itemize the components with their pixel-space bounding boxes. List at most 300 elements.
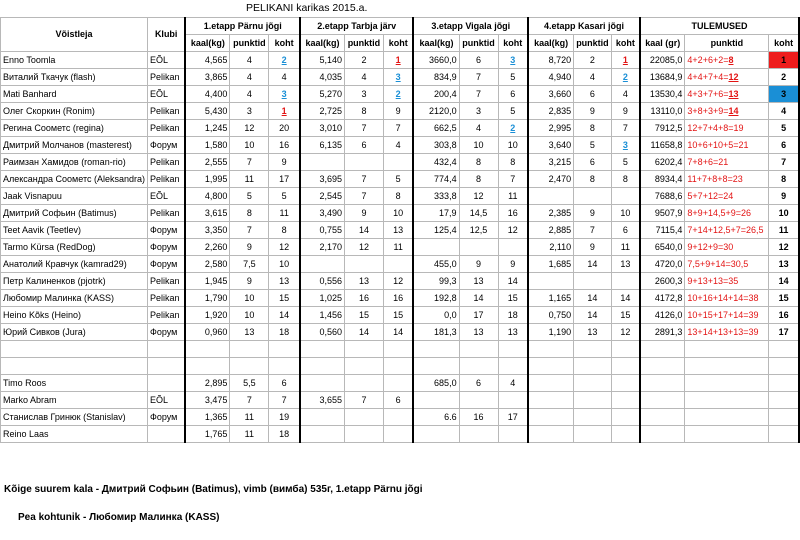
stage-koht-cell: 13 xyxy=(269,273,300,290)
stage-koht-cell: 8 xyxy=(611,171,640,188)
total-kaal-cell: 9507,9 xyxy=(640,205,685,222)
stage-koht-cell: 9 xyxy=(383,103,413,120)
total-kaal-cell: 4172,8 xyxy=(640,290,685,307)
empty-cell xyxy=(147,358,185,375)
stage-kaal-cell: 0,560 xyxy=(300,324,344,341)
results-body xyxy=(1,18,800,443)
empty-cell xyxy=(611,426,640,443)
stage-punktid-cell: 10 xyxy=(459,137,498,154)
stage-koht-cell: 17 xyxy=(269,171,300,188)
stage-koht-cell: 12 xyxy=(611,324,640,341)
stage-koht-cell: 5 xyxy=(498,69,528,86)
stage-punktid-cell: 15 xyxy=(344,307,383,324)
club-cell: Pelikan xyxy=(147,273,185,290)
empty-cell xyxy=(269,341,300,358)
empty-cell xyxy=(611,375,640,392)
stage-koht-cell: 13 xyxy=(611,256,640,273)
club-cell: Pelikan xyxy=(147,307,185,324)
header-voistleja: Võistleja xyxy=(1,18,148,52)
total-kaal-cell: 13684,9 xyxy=(640,69,685,86)
empty-cell xyxy=(528,341,574,358)
header-kaal: kaal(kg) xyxy=(185,35,229,52)
empty-cell xyxy=(344,341,383,358)
club-cell: EÕL xyxy=(147,392,185,409)
total-punktid-cell xyxy=(685,52,769,69)
stage-koht-cell: 12 xyxy=(269,239,300,256)
stage-punktid-cell: 7 xyxy=(459,69,498,86)
stage-koht-cell-value: 2 xyxy=(281,54,287,65)
stage-koht-cell: 10 xyxy=(498,137,528,154)
stage-punktid-cell: 4 xyxy=(230,52,269,69)
stage-kaal-cell: 3,695 xyxy=(300,171,344,188)
club-cell: Pelikan xyxy=(147,69,185,86)
stage-kaal-cell: 1,685 xyxy=(528,256,574,273)
stage-kaal-cell: 1,456 xyxy=(300,307,344,324)
stage-punktid-cell: 8 xyxy=(574,120,612,137)
header-stage1: 1.etapp Pärnu jõgi xyxy=(185,18,300,35)
stage-punktid-cell: 14 xyxy=(574,307,612,324)
stage-kaal-cell: 3,010 xyxy=(300,120,344,137)
empty-cell xyxy=(685,392,769,409)
stage-koht-cell: 11 xyxy=(498,188,528,205)
stage-punktid-cell: 3 xyxy=(344,86,383,103)
stage-kaal-cell: 2,170 xyxy=(300,239,344,256)
stage-kaal-cell xyxy=(528,273,574,290)
empty-cell xyxy=(383,358,413,375)
stage-kaal-cell: 1,025 xyxy=(300,290,344,307)
stage-kaal-cell: 3,615 xyxy=(185,205,229,222)
empty-cell xyxy=(685,341,769,358)
total-kaal-cell: 6202,4 xyxy=(640,154,685,171)
empty-cell xyxy=(413,341,459,358)
competitor-name: Timo Roos xyxy=(1,375,148,392)
stage-kaal-cell: 192,8 xyxy=(413,290,459,307)
stage-kaal-cell: 1,190 xyxy=(528,324,574,341)
empty-cell xyxy=(147,341,185,358)
stage-kaal-cell: 5,140 xyxy=(300,52,344,69)
total-kaal-cell: 22085,0 xyxy=(640,52,685,69)
table-row xyxy=(1,188,800,205)
stage-punktid-cell: 7 xyxy=(230,222,269,239)
total-koht-cell: 13 xyxy=(769,256,799,273)
competitor-name: Олег Скоркин (Ronim) xyxy=(1,103,148,120)
stage-kaal-cell: 333,8 xyxy=(413,188,459,205)
total-kaal-cell: 7115,4 xyxy=(640,222,685,239)
stage-kaal-cell: 432,4 xyxy=(413,154,459,171)
stage-punktid-cell: 7,5 xyxy=(230,256,269,273)
empty-cell xyxy=(685,375,769,392)
stage-kaal-cell: 1,790 xyxy=(185,290,229,307)
empty-cell xyxy=(611,392,640,409)
stage-punktid-cell: 14 xyxy=(459,290,498,307)
stage-koht-cell xyxy=(611,273,640,290)
total-koht-cell: 4 xyxy=(769,103,799,120)
stage-punktid-cell: 9 xyxy=(230,239,269,256)
stage-kaal-cell: 8,720 xyxy=(528,52,574,69)
total-punktid-cell xyxy=(685,120,769,137)
club-cell: Форум xyxy=(147,239,185,256)
stage-punktid-cell: 8 xyxy=(574,171,612,188)
stage-punktid-cell: 6 xyxy=(574,86,612,103)
stage-kaal-cell xyxy=(300,256,344,273)
competitor-name: Teet Aavik (Teetlev) xyxy=(1,222,148,239)
header-koht: koht xyxy=(269,35,300,52)
stage-punktid-cell: 8 xyxy=(459,154,498,171)
stage-kaal-cell xyxy=(413,426,459,443)
stage-kaal-cell: 99,3 xyxy=(413,273,459,290)
stage-punktid-cell: 14,5 xyxy=(459,205,498,222)
stage-punktid-cell: 5,5 xyxy=(230,375,269,392)
header-punktid: punktid xyxy=(230,35,269,52)
page-title: PELIKANI karikas 2015.a. xyxy=(246,2,368,14)
stage-koht-cell xyxy=(383,375,413,392)
stage-koht-cell xyxy=(498,120,528,137)
competitor-name: Петр Калиненков (pjotrk) xyxy=(1,273,148,290)
competitor-name: Marko Abram xyxy=(1,392,148,409)
stage-punktid-cell: 13 xyxy=(230,324,269,341)
empty-cell xyxy=(185,358,229,375)
stage-koht-cell xyxy=(498,239,528,256)
header-klubi: Klubi xyxy=(147,18,185,52)
stage-koht-cell: 7 xyxy=(269,392,300,409)
club-cell: Pelikan xyxy=(147,171,185,188)
punktid-part: 10+16+14+14=38 xyxy=(687,292,759,303)
competitor-name: Любомир Малинка (KASS) xyxy=(1,290,148,307)
table-row xyxy=(1,120,800,137)
punktid-part: 7,5+9+14=30,5 xyxy=(687,258,749,269)
punktid-part: 10+15+17+14=39 xyxy=(687,309,759,320)
total-koht-cell: 5 xyxy=(769,120,799,137)
stage-koht-cell xyxy=(383,409,413,426)
competitor-name: Раимзан Хамидов (roman-rio) xyxy=(1,154,148,171)
stage-kaal-cell: 2,555 xyxy=(185,154,229,171)
stage-koht-cell-value: 1 xyxy=(622,54,628,65)
total-kaal-cell: 2600,3 xyxy=(640,273,685,290)
stage-koht-cell: 6 xyxy=(498,86,528,103)
stage-punktid-cell: 7 xyxy=(344,171,383,188)
header-stage2: 2.etapp Tarbja järv xyxy=(300,18,413,35)
stage-koht-cell xyxy=(611,137,640,154)
punktid-part: 11+7+8+8=23 xyxy=(687,173,743,184)
stage-kaal-cell: 0,960 xyxy=(185,324,229,341)
empty-cell xyxy=(528,358,574,375)
club-cell xyxy=(147,375,185,392)
stage-punktid-cell: 9 xyxy=(344,205,383,222)
stage-punktid-cell: 6 xyxy=(459,375,498,392)
total-punktid-cell xyxy=(685,324,769,341)
punktid-part: 7+8+6=21 xyxy=(687,156,729,167)
stage-koht-cell: 6 xyxy=(383,392,413,409)
stage-punktid-cell: 4 xyxy=(230,86,269,103)
club-cell: Форум xyxy=(147,324,185,341)
stage-kaal-cell: 2120,0 xyxy=(413,103,459,120)
stage-koht-cell: 9 xyxy=(498,256,528,273)
empty-cell xyxy=(269,358,300,375)
stage-punktid-cell: 7 xyxy=(574,222,612,239)
punktid-part: 9+12+9=30 xyxy=(687,241,734,252)
stage-punktid-cell: 16 xyxy=(344,290,383,307)
stage-punktid-cell xyxy=(344,154,383,171)
stage-koht-cell: 10 xyxy=(611,205,640,222)
total-kaal-cell: 4720,0 xyxy=(640,256,685,273)
stage-punktid-cell: 13 xyxy=(459,273,498,290)
stage-punktid-cell: 11 xyxy=(230,426,269,443)
club-cell: Форум xyxy=(147,409,185,426)
table-row xyxy=(1,273,800,290)
header-koht: koht xyxy=(383,35,413,52)
club-cell: EÕL xyxy=(147,52,185,69)
header-koht: koht xyxy=(769,35,799,52)
header-punktid: punktid xyxy=(574,35,612,52)
stage-kaal-cell: 1,245 xyxy=(185,120,229,137)
stage-kaal-cell: 17,9 xyxy=(413,205,459,222)
punktid-part: 8+9+14,5+9=26 xyxy=(687,207,751,218)
stage-koht-cell xyxy=(611,69,640,86)
table-row xyxy=(1,69,800,86)
club-cell xyxy=(147,426,185,443)
table-row xyxy=(1,86,800,103)
club-cell: Форум xyxy=(147,222,185,239)
table-row-extra xyxy=(1,375,800,392)
punktid-part: 8 xyxy=(728,54,734,65)
empty-cell xyxy=(230,358,269,375)
stage-koht-cell xyxy=(498,52,528,69)
stage-punktid-cell: 12,5 xyxy=(459,222,498,239)
club-cell: Pelikan xyxy=(147,205,185,222)
competitor-name: Юрий Сивков (Jura) xyxy=(1,324,148,341)
table-row xyxy=(1,222,800,239)
stage-kaal-cell: 1,365 xyxy=(185,409,229,426)
stage-kaal-cell: 0,755 xyxy=(300,222,344,239)
punktid-part: 4+4+7+4= xyxy=(687,71,729,82)
club-cell: Pelikan xyxy=(147,120,185,137)
empty-cell xyxy=(769,392,799,409)
stage-kaal-cell: 1,580 xyxy=(185,137,229,154)
empty-cell xyxy=(300,341,344,358)
table-row xyxy=(1,52,800,69)
punktid-part: 7+14+12,5+7=26,5 xyxy=(687,224,764,235)
stage-koht-cell: 8 xyxy=(269,222,300,239)
stage-koht-cell: 7 xyxy=(498,171,528,188)
total-punktid-cell xyxy=(685,86,769,103)
stage-koht-cell: 14 xyxy=(383,324,413,341)
stage-punktid-cell: 12 xyxy=(230,120,269,137)
stage-kaal-cell: 1,945 xyxy=(185,273,229,290)
stage-punktid-cell: 4 xyxy=(574,69,612,86)
stage-kaal-cell: 2,580 xyxy=(185,256,229,273)
total-koht-cell: 8 xyxy=(769,171,799,188)
empty-cell xyxy=(574,392,612,409)
stage-punktid-cell: 10 xyxy=(230,307,269,324)
stage-kaal-cell: 3,475 xyxy=(185,392,229,409)
empty-cell xyxy=(528,409,574,426)
empty-cell xyxy=(640,358,685,375)
competitor-name: Анатолий Кравчук (kamrad29) xyxy=(1,256,148,273)
stage-koht-cell: 7 xyxy=(383,120,413,137)
empty-cell xyxy=(574,358,612,375)
stage-punktid-cell: 4 xyxy=(459,120,498,137)
club-cell: EÕL xyxy=(147,188,185,205)
empty-cell xyxy=(574,375,612,392)
stage-koht-cell-value: 3 xyxy=(281,88,287,99)
stage-punktid-cell xyxy=(459,392,498,409)
stage-koht-cell xyxy=(383,154,413,171)
stage-koht-cell: 4 xyxy=(498,375,528,392)
stage-koht-cell xyxy=(383,69,413,86)
total-koht-cell: 14 xyxy=(769,273,799,290)
stage-punktid-cell: 14 xyxy=(574,290,612,307)
stage-punktid-cell: 9 xyxy=(574,205,612,222)
stage-koht-cell-value: 3 xyxy=(510,54,516,65)
stage-koht-cell: 12 xyxy=(498,222,528,239)
empty-cell xyxy=(640,409,685,426)
stage-koht-cell xyxy=(383,52,413,69)
stage-kaal-cell: 1,165 xyxy=(528,290,574,307)
empty-cell xyxy=(528,426,574,443)
header-kaal: kaal(kg) xyxy=(528,35,574,52)
empty-cell xyxy=(640,375,685,392)
stage-koht-cell: 18 xyxy=(269,324,300,341)
stage-kaal-cell: 774,4 xyxy=(413,171,459,188)
stage-kaal-cell: 4,400 xyxy=(185,86,229,103)
stage-punktid-cell: 4 xyxy=(344,69,383,86)
stage-koht-cell: 9 xyxy=(269,154,300,171)
stage-kaal-cell: 2,995 xyxy=(528,120,574,137)
header-stage3: 3.etapp Vigala jõgi xyxy=(413,18,528,35)
competitor-name: Регина Соометс (regina) xyxy=(1,120,148,137)
stage-kaal-cell xyxy=(300,409,344,426)
stage-punktid-cell: 8 xyxy=(459,171,498,188)
stage-kaal-cell: 2,835 xyxy=(528,103,574,120)
stage-koht-cell-value: 2 xyxy=(510,122,516,133)
stage-punktid-cell: 2 xyxy=(344,52,383,69)
competitor-name: Виталий Ткачук (flash) xyxy=(1,69,148,86)
stage-kaal-cell: 2,470 xyxy=(528,171,574,188)
stage-koht-cell xyxy=(611,188,640,205)
empty-cell xyxy=(574,341,612,358)
table-row xyxy=(1,103,800,120)
stage-koht-cell: 11 xyxy=(611,239,640,256)
header-punktid: punktid xyxy=(459,35,498,52)
stage-kaal-cell: 2,885 xyxy=(528,222,574,239)
stage-punktid-cell: 5 xyxy=(574,137,612,154)
stage-kaal-cell: 2,110 xyxy=(528,239,574,256)
empty-cell xyxy=(769,358,799,375)
stage-kaal-cell xyxy=(413,239,459,256)
stage-koht-cell: 20 xyxy=(269,120,300,137)
stage-kaal-cell: 0,0 xyxy=(413,307,459,324)
stage-punktid-cell xyxy=(459,426,498,443)
stage-punktid-cell xyxy=(574,273,612,290)
stage-koht-cell-value: 2 xyxy=(395,88,401,99)
punktid-part: 13+14+13+13=39 xyxy=(687,326,759,337)
stage-koht-cell xyxy=(611,52,640,69)
stage-punktid-cell: 8 xyxy=(344,103,383,120)
stage-kaal-cell xyxy=(300,426,344,443)
total-kaal-cell: 13530,4 xyxy=(640,86,685,103)
club-cell: EÕL xyxy=(147,86,185,103)
total-kaal-cell: 6540,0 xyxy=(640,239,685,256)
stage-koht-cell: 14 xyxy=(611,290,640,307)
header-results: TULEMUSED xyxy=(640,18,799,35)
table-row xyxy=(1,290,800,307)
total-punktid-cell xyxy=(685,239,769,256)
stage-koht-cell: 10 xyxy=(383,205,413,222)
stage-punktid-cell: 11 xyxy=(230,171,269,188)
punktid-part: 4+3+7+6= xyxy=(687,88,729,99)
stage-koht-cell: 14 xyxy=(269,307,300,324)
competitor-name: Дмитрий Молчанов (masterest) xyxy=(1,137,148,154)
stage-kaal-cell: 2,545 xyxy=(300,188,344,205)
stage-kaal-cell: 455,0 xyxy=(413,256,459,273)
stage-punktid-cell xyxy=(459,239,498,256)
stage-koht-cell: 14 xyxy=(498,273,528,290)
stage-koht-cell: 5 xyxy=(383,171,413,188)
total-punktid-cell xyxy=(685,171,769,188)
stage-koht-cell: 6 xyxy=(269,375,300,392)
empty-cell xyxy=(769,341,799,358)
stage-punktid-cell: 6 xyxy=(459,52,498,69)
stage-kaal-cell: 3,490 xyxy=(300,205,344,222)
empty-cell xyxy=(498,358,528,375)
stage-punktid-cell: 13 xyxy=(344,273,383,290)
header-row-stages xyxy=(1,18,800,35)
stage-koht-cell: 5 xyxy=(269,188,300,205)
stage-koht-cell xyxy=(498,392,528,409)
table-row-extra xyxy=(1,409,800,426)
stage-punktid-cell xyxy=(344,426,383,443)
stage-kaal-cell: 303,8 xyxy=(413,137,459,154)
stage-koht-cell: 16 xyxy=(383,290,413,307)
stage-kaal-cell: 4,035 xyxy=(300,69,344,86)
table-row xyxy=(1,137,800,154)
total-koht-cell: 3 xyxy=(769,86,799,103)
stage-koht-cell-value: 3 xyxy=(395,71,401,82)
empty-cell xyxy=(528,375,574,392)
total-punktid-cell xyxy=(685,103,769,120)
empty-cell xyxy=(769,375,799,392)
empty-cell xyxy=(185,341,229,358)
spacer-row xyxy=(1,358,800,375)
stage-punktid-cell: 6 xyxy=(574,154,612,171)
table-row xyxy=(1,239,800,256)
stage-koht-cell: 19 xyxy=(269,409,300,426)
stage-punktid-cell: 7 xyxy=(344,120,383,137)
total-koht-cell: 7 xyxy=(769,154,799,171)
total-koht-cell: 6 xyxy=(769,137,799,154)
stage-kaal-cell: 3,865 xyxy=(185,69,229,86)
stage-kaal-cell: 2,895 xyxy=(185,375,229,392)
table-row xyxy=(1,324,800,341)
club-cell: Pelikan xyxy=(147,154,185,171)
empty-cell xyxy=(574,409,612,426)
stage-kaal-cell xyxy=(528,188,574,205)
empty-cell xyxy=(685,358,769,375)
stage-kaal-cell: 2,725 xyxy=(300,103,344,120)
competitor-name: Mati Banhard xyxy=(1,86,148,103)
total-koht-cell: 10 xyxy=(769,205,799,222)
stage-koht-cell: 17 xyxy=(498,409,528,426)
stage-punktid-cell: 13 xyxy=(574,324,612,341)
empty-cell xyxy=(498,341,528,358)
stage-punktid-cell xyxy=(344,375,383,392)
stage-koht-cell: 8 xyxy=(498,154,528,171)
stage-punktid-cell: 7 xyxy=(344,392,383,409)
punktid-part: 14 xyxy=(728,105,739,116)
total-koht-cell: 15 xyxy=(769,290,799,307)
stage-punktid-cell: 8 xyxy=(230,205,269,222)
empty-cell xyxy=(528,392,574,409)
